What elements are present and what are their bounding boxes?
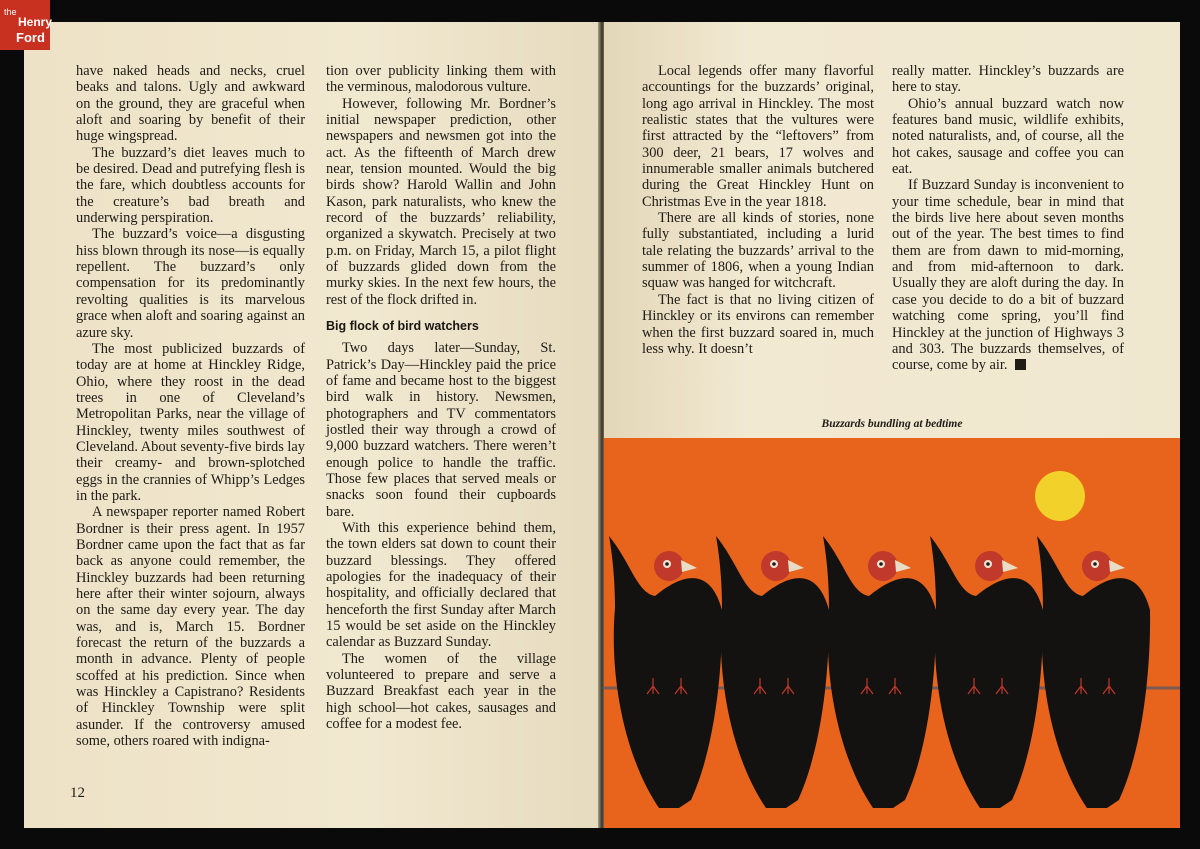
column-1: [76, 63, 305, 749]
paragraph: The fact is that no living citizen of Hinckley or its environs can remember when the first buzzard soared in, much less why. It doesn’t: [642, 291, 874, 357]
end-mark-icon: [1015, 359, 1026, 370]
buzzard-pupil: [665, 562, 669, 566]
buzzard-pupil: [986, 562, 990, 566]
logo-text-henry: Henry: [18, 15, 53, 29]
column-4: [892, 63, 1124, 374]
right-page: [604, 22, 1180, 828]
logo-text-ford: Ford: [16, 30, 45, 45]
column-2: [326, 63, 556, 732]
paragraph: really matter. Hinckley’s buzzards are here to stay.: [892, 63, 1124, 96]
buzzards-illustration: [604, 438, 1180, 828]
sun-icon: [1035, 471, 1085, 521]
paragraph: A newspaper reporter named Robert Bordner is their press agent. In 1957 Bordner came upon the fact that as far back as anyone could remember, the Hinckley buzzards had been returning here after their winter sojourn, always on the same day every year. The day was, and is, March 15. Bordner forecast the return of the buzzards a month in advance. Plenty of people scoffed at his prediction. Since when was Hinckley a Capistrano? Residents of Hinckley Township were split asunder. If the controversy amused some, others roared with indigna-: [76, 504, 305, 750]
paragraph: The most publicized buzzards of today are at home at Hinckley Ridge, Ohio, where they roost in the dead trees in one of Cleveland’s Metropolitan Parks, near the village of Hinckley, twenty miles southwest of Cleveland. About seventy-five birds lay their creamy- and brown-splotched eggs in the crannies of Whipp’s Ledges in the park.: [76, 340, 305, 504]
paragraph: tion over publicity linking them with the verminous, malodorous vulture.: [326, 63, 556, 96]
logo-text-the: the: [4, 7, 17, 17]
paragraph: have naked heads and necks, cruel beaks and talons. Ugly and awkward on the ground, they are graceful when aloft and soaring by benefit of their huge wingspread.: [76, 63, 305, 145]
left-page: [24, 22, 600, 828]
paragraph: Two days later—Sunday, St. Patrick’s Day—Hinckley paid the price of fame and became host to the biggest bird walk in history. Newsmen, photographers and TV commentators jostled their way through a crowd of 9,000 buzzard watchers. There weren’t enough police to handle the traffic. Those few places that served meals or snacks soon found their cupboards bare.: [326, 340, 556, 520]
henry-ford-logo: [0, 0, 53, 50]
paragraph: Local legends offer many flavorful accountings for the buzzards’ original, long ago arrival in Hinckley. The most realistic states that the vultures were first attracted by the “leftovers” from 300 deer, 21 bears, 17 wolves and innumerable smaller animals butchered during the Great Hinckley Hunt on Christmas Eve in the year 1818.: [642, 63, 874, 210]
buzzard-pupil: [879, 562, 883, 566]
paragraph: However, following Mr. Bordner’s initial newspaper prediction, other newspapers and newsmen got into the act. As the fifteenth of March drew near, tension mounted. Would the big birds show? Harold Wallin and John Kason, park naturalists, who knew the record of the buzzards’ reliability, organized a skywatch. Precisely at two p.m. on Friday, March 15, a pilot flight of buzzards glided down from the murky skies. In the next few hours, the rest of the flock drifted in.: [326, 95, 556, 308]
paragraph: Ohio’s annual buzzard watch now features band music, wildlife exhibits, noted naturalists, and, of course, all the hot cakes, sausage and coffee you can eat.: [892, 95, 1124, 178]
paragraph: The buzzard’s voice—a disgusting hiss blown through its nose—is equally repellent. The buzzard’s only compensation for its predominantly revolting qualities is its marvelous grace when aloft and soaring against an azure sky.: [76, 226, 305, 341]
illustration-caption: Buzzards bundling at bedtime: [821, 418, 963, 430]
page-number: 12: [70, 785, 85, 801]
column-3: [642, 63, 874, 357]
paragraph: The buzzard’s diet leaves much to be desired. Dead and putrefying flesh is the fare, which doubtless accounts for the creature’s bad breath and underwing perspiration.: [76, 144, 305, 227]
paragraph-text: If Buzzard Sunday is inconvenient to your time schedule, bear in mind that the birds live here about seven months out of the year. The best times to find them are from dawn to mid-morning, and from mid-afternoon to dark. Usually they are aloft during the day. In case you decide to do a bit of buzzard watching come spring, you’ll find Hinckley at the junction of Highways 3 and 303. The buzzards themselves, of course, come by air.: [892, 177, 1124, 374]
buzzard-pupil: [1093, 562, 1097, 566]
section-heading: Big flock of bird watchers: [326, 319, 479, 334]
paragraph: With this experience behind them, the town elders sat down to count their buzzard blessings. They offered apologies for the inadequacy of their hospitality, and officially declared that henceforth the first Sunday after March 15 would be set aside on the Hinckley calendar as Buzzard Sunday.: [326, 519, 556, 651]
paragraph: [892, 177, 1124, 373]
paragraph: The women of the village volunteered to prepare and serve a Buzzard Breakfast each year in the high school—hot cakes, sausages and coffee for a modest fee.: [326, 650, 556, 733]
buzzard-pupil: [772, 562, 776, 566]
paragraph: There are all kinds of stories, none fully substantiated, including a lurid tale relating the buzzards’ arrival to the summer of 1806, when a young Indian squaw was hanged for witchcraft.: [642, 210, 874, 292]
